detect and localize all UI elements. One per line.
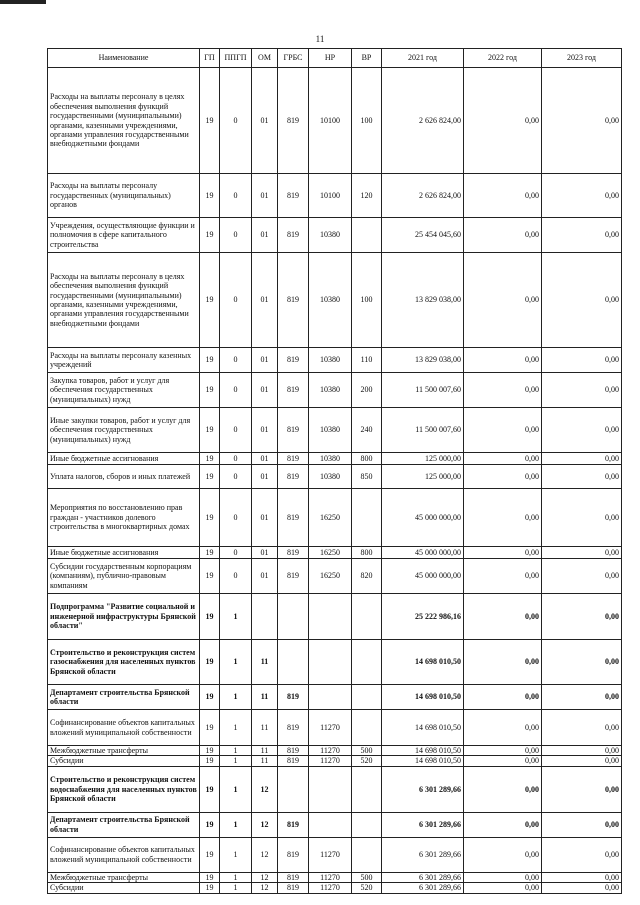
- cell-vr: 850: [352, 465, 382, 489]
- cell-y2022: 0,00: [464, 489, 542, 547]
- cell-vr: [352, 218, 382, 253]
- header-nr: НР: [309, 49, 352, 68]
- cell-om: 12: [252, 872, 278, 882]
- cell-ppgp: 1: [220, 756, 252, 766]
- table-row: [48, 373, 622, 408]
- cell-vr: 520: [352, 883, 382, 893]
- cell-grbs: 819: [278, 812, 309, 837]
- cell-grbs: 819: [278, 465, 309, 489]
- cell-vr: 120: [352, 174, 382, 218]
- cell-y2023: 0,00: [542, 253, 622, 348]
- cell-y2023: 0,00: [542, 766, 622, 812]
- cell-ppgp: 0: [220, 253, 252, 348]
- cell-nr: [309, 640, 352, 685]
- cell-gp: 19: [200, 348, 220, 373]
- cell-y2021: 14 698 010,50: [382, 640, 464, 685]
- cell-y2021: 11 500 007,60: [382, 373, 464, 408]
- cell-y2023: 0,00: [542, 883, 622, 893]
- table-row: [48, 766, 622, 812]
- cell-nr: [309, 812, 352, 837]
- cell-grbs: 819: [278, 872, 309, 882]
- cell-y2021: 125 000,00: [382, 465, 464, 489]
- cell-gp: 19: [200, 872, 220, 882]
- cell-y2023: 0,00: [542, 756, 622, 766]
- cell-y2022: 0,00: [464, 837, 542, 872]
- cell-y2021: 45 000 000,00: [382, 547, 464, 559]
- cell-om: 01: [252, 174, 278, 218]
- cell-vr: [352, 640, 382, 685]
- cell-y2023: 0,00: [542, 373, 622, 408]
- cell-name: Мероприятия по восстановлению прав граждан - участников долевого строительства в многоквартирных домах: [48, 489, 200, 547]
- cell-gp: 19: [200, 883, 220, 893]
- cell-y2023: 0,00: [542, 489, 622, 547]
- header-om: ОМ: [252, 49, 278, 68]
- cell-y2023: 0,00: [542, 348, 622, 373]
- cell-nr: 11270: [309, 710, 352, 746]
- cell-y2022: 0,00: [464, 746, 542, 756]
- cell-om: 01: [252, 559, 278, 594]
- table-row: [48, 174, 622, 218]
- cell-om: 01: [252, 453, 278, 465]
- cell-y2022: 0,00: [464, 218, 542, 253]
- table-header-row: [48, 49, 622, 68]
- cell-nr: 16250: [309, 489, 352, 547]
- cell-om: 01: [252, 373, 278, 408]
- cell-nr: 10380: [309, 348, 352, 373]
- cell-y2022: 0,00: [464, 756, 542, 766]
- cell-ppgp: 0: [220, 408, 252, 453]
- table-row: [48, 465, 622, 489]
- cell-y2023: 0,00: [542, 453, 622, 465]
- cell-y2023: 0,00: [542, 465, 622, 489]
- cell-y2022: 0,00: [464, 373, 542, 408]
- cell-name: Департамент строительства Брянской области: [48, 685, 200, 710]
- table-row: [48, 710, 622, 746]
- cell-gp: 19: [200, 373, 220, 408]
- cell-om: 11: [252, 746, 278, 756]
- cell-om: [252, 594, 278, 640]
- cell-om: 01: [252, 489, 278, 547]
- table-row: [48, 640, 622, 685]
- cell-y2021: 45 000 000,00: [382, 489, 464, 547]
- cell-om: 12: [252, 812, 278, 837]
- cell-om: 01: [252, 547, 278, 559]
- cell-gp: 19: [200, 746, 220, 756]
- cell-y2023: 0,00: [542, 837, 622, 872]
- cell-y2021: 6 301 289,66: [382, 872, 464, 882]
- cell-y2022: 0,00: [464, 710, 542, 746]
- cell-y2021: 45 000 000,00: [382, 559, 464, 594]
- cell-y2021: 13 829 038,00: [382, 348, 464, 373]
- cell-vr: 800: [352, 547, 382, 559]
- table-row: [48, 756, 622, 766]
- table-row: [48, 453, 622, 465]
- cell-gp: 19: [200, 710, 220, 746]
- cell-nr: 16250: [309, 559, 352, 594]
- cell-grbs: 819: [278, 489, 309, 547]
- cell-y2021: 6 301 289,66: [382, 812, 464, 837]
- cell-y2022: 0,00: [464, 640, 542, 685]
- cell-vr: [352, 710, 382, 746]
- cell-vr: [352, 766, 382, 812]
- cell-nr: 10380: [309, 253, 352, 348]
- table-row: [48, 408, 622, 453]
- cell-y2022: 0,00: [464, 883, 542, 893]
- cell-om: 01: [252, 408, 278, 453]
- cell-name: Департамент строительства Брянской области: [48, 812, 200, 837]
- cell-grbs: 819: [278, 756, 309, 766]
- cell-y2021: 2 626 824,00: [382, 174, 464, 218]
- cell-ppgp: 0: [220, 547, 252, 559]
- cell-y2023: 0,00: [542, 685, 622, 710]
- cell-vr: [352, 812, 382, 837]
- cell-om: 11: [252, 710, 278, 746]
- cell-gp: 19: [200, 68, 220, 174]
- cell-name: Расходы на выплаты персоналу государственных (муниципальных) органов: [48, 174, 200, 218]
- cell-vr: [352, 685, 382, 710]
- cell-name: Субсидии: [48, 756, 200, 766]
- cell-ppgp: 0: [220, 559, 252, 594]
- cell-grbs: 819: [278, 837, 309, 872]
- cell-y2021: 125 000,00: [382, 453, 464, 465]
- cell-nr: 11270: [309, 746, 352, 756]
- cell-name: Иные бюджетные ассигнования: [48, 547, 200, 559]
- cell-grbs: 819: [278, 883, 309, 893]
- cell-grbs: 819: [278, 710, 309, 746]
- cell-y2023: 0,00: [542, 547, 622, 559]
- cell-vr: 100: [352, 253, 382, 348]
- cell-y2023: 0,00: [542, 408, 622, 453]
- cell-grbs: 819: [278, 253, 309, 348]
- cell-gp: 19: [200, 489, 220, 547]
- cell-y2023: 0,00: [542, 872, 622, 882]
- cell-y2023: 0,00: [542, 812, 622, 837]
- cell-y2023: 0,00: [542, 746, 622, 756]
- cell-om: 01: [252, 68, 278, 174]
- cell-y2021: 2 626 824,00: [382, 68, 464, 174]
- cell-ppgp: 0: [220, 453, 252, 465]
- cell-name: Уплата налогов, сборов и иных платежей: [48, 465, 200, 489]
- cell-om: 11: [252, 640, 278, 685]
- cell-y2021: 14 698 010,50: [382, 746, 464, 756]
- table-row: [48, 812, 622, 837]
- cell-ppgp: 1: [220, 883, 252, 893]
- table-row: [48, 218, 622, 253]
- cell-nr: 11270: [309, 837, 352, 872]
- cell-ppgp: 1: [220, 710, 252, 746]
- cell-ppgp: 1: [220, 872, 252, 882]
- cell-ppgp: 1: [220, 837, 252, 872]
- cell-y2023: 0,00: [542, 640, 622, 685]
- header-name: Наименование: [48, 49, 200, 68]
- cell-vr: 500: [352, 746, 382, 756]
- cell-vr: 100: [352, 68, 382, 174]
- cell-nr: 10100: [309, 68, 352, 174]
- cell-grbs: 819: [278, 174, 309, 218]
- cell-gp: 19: [200, 812, 220, 837]
- cell-name: Подпрограмма "Развитие социальной и инженерной инфраструктуры Брянской области": [48, 594, 200, 640]
- cell-om: 01: [252, 218, 278, 253]
- cell-name: Строительство и реконструкция систем газоснабжения для населенных пунктов Брянской области: [48, 640, 200, 685]
- cell-vr: 800: [352, 453, 382, 465]
- scan-edge-mark: [0, 0, 46, 4]
- cell-ppgp: 1: [220, 812, 252, 837]
- cell-nr: 11270: [309, 756, 352, 766]
- cell-y2023: 0,00: [542, 218, 622, 253]
- cell-gp: 19: [200, 218, 220, 253]
- cell-om: 11: [252, 756, 278, 766]
- cell-ppgp: 1: [220, 766, 252, 812]
- cell-y2022: 0,00: [464, 465, 542, 489]
- cell-y2023: 0,00: [542, 68, 622, 174]
- cell-nr: 10380: [309, 373, 352, 408]
- header-2022: 2022 год: [464, 49, 542, 68]
- cell-vr: 200: [352, 373, 382, 408]
- table-row: [48, 489, 622, 547]
- cell-om: 12: [252, 766, 278, 812]
- cell-grbs: [278, 594, 309, 640]
- cell-ppgp: 0: [220, 489, 252, 547]
- header-vr: ВР: [352, 49, 382, 68]
- cell-y2021: 14 698 010,50: [382, 756, 464, 766]
- cell-nr: [309, 685, 352, 710]
- header-ppgp: ППГП: [220, 49, 252, 68]
- cell-vr: 520: [352, 756, 382, 766]
- cell-gp: 19: [200, 253, 220, 348]
- cell-ppgp: 0: [220, 465, 252, 489]
- cell-grbs: 819: [278, 408, 309, 453]
- cell-y2022: 0,00: [464, 174, 542, 218]
- cell-ppgp: 0: [220, 373, 252, 408]
- cell-y2022: 0,00: [464, 408, 542, 453]
- cell-vr: 110: [352, 348, 382, 373]
- cell-y2022: 0,00: [464, 547, 542, 559]
- cell-y2022: 0,00: [464, 872, 542, 882]
- page-number: 11: [315, 34, 325, 44]
- cell-grbs: 819: [278, 68, 309, 174]
- cell-name: Иные бюджетные ассигнования: [48, 453, 200, 465]
- cell-gp: 19: [200, 756, 220, 766]
- cell-vr: [352, 594, 382, 640]
- cell-name: Расходы на выплаты персоналу казенных учреждений: [48, 348, 200, 373]
- header-2023: 2023 год: [542, 49, 622, 68]
- cell-y2021: 14 698 010,50: [382, 710, 464, 746]
- cell-grbs: 819: [278, 218, 309, 253]
- cell-y2023: 0,00: [542, 594, 622, 640]
- cell-gp: 19: [200, 408, 220, 453]
- cell-gp: 19: [200, 766, 220, 812]
- cell-y2022: 0,00: [464, 253, 542, 348]
- cell-y2022: 0,00: [464, 453, 542, 465]
- cell-nr: [309, 766, 352, 812]
- cell-gp: 19: [200, 174, 220, 218]
- cell-ppgp: 0: [220, 218, 252, 253]
- header-gp: ГП: [200, 49, 220, 68]
- cell-gp: 19: [200, 547, 220, 559]
- cell-y2021: 11 500 007,60: [382, 408, 464, 453]
- cell-vr: 820: [352, 559, 382, 594]
- cell-gp: 19: [200, 559, 220, 594]
- cell-name: Расходы на выплаты персоналу в целях обеспечения выполнения функций государственными (муниципальными) органами, казенными учреждениями, органами управления государственными внебюджетными фондами: [48, 253, 200, 348]
- cell-name: Межбюджетные трансферты: [48, 746, 200, 756]
- table-row: [48, 685, 622, 710]
- cell-om: 01: [252, 253, 278, 348]
- cell-grbs: [278, 766, 309, 812]
- cell-nr: [309, 594, 352, 640]
- cell-grbs: 819: [278, 559, 309, 594]
- cell-nr: 11270: [309, 883, 352, 893]
- cell-om: 12: [252, 883, 278, 893]
- cell-nr: 10100: [309, 174, 352, 218]
- cell-gp: 19: [200, 465, 220, 489]
- cell-name: Софинансирование объектов капитальных вложений муниципальной собственности: [48, 837, 200, 872]
- cell-y2021: 13 829 038,00: [382, 253, 464, 348]
- cell-vr: [352, 489, 382, 547]
- cell-nr: 10380: [309, 408, 352, 453]
- table-row: [48, 594, 622, 640]
- cell-om: 12: [252, 837, 278, 872]
- cell-y2022: 0,00: [464, 685, 542, 710]
- cell-name: Расходы на выплаты персоналу в целях обеспечения выполнения функций государственными (муниципальными) органами, казенными учреждениями, органами управления государственными внебюджетными фондами: [48, 68, 200, 174]
- cell-ppgp: 1: [220, 594, 252, 640]
- cell-ppgp: 1: [220, 640, 252, 685]
- table-row: [48, 68, 622, 174]
- table-row: [48, 872, 622, 882]
- cell-nr: 16250: [309, 547, 352, 559]
- cell-y2021: 25 454 045,60: [382, 218, 464, 253]
- header-2021: 2021 год: [382, 49, 464, 68]
- cell-nr: 11270: [309, 872, 352, 882]
- cell-name: Иные закупки товаров, работ и услуг для обеспечения государственных (муниципальных) нужд: [48, 408, 200, 453]
- cell-y2022: 0,00: [464, 594, 542, 640]
- cell-y2021: 6 301 289,66: [382, 766, 464, 812]
- cell-name: Субсидии государственным корпорациям (компаниям), публично-правовым компаниям: [48, 559, 200, 594]
- cell-om: 01: [252, 348, 278, 373]
- cell-name: Субсидии: [48, 883, 200, 893]
- cell-gp: 19: [200, 453, 220, 465]
- cell-name: Закупка товаров, работ и услуг для обеспечения государственных (муниципальных) нужд: [48, 373, 200, 408]
- cell-ppgp: 1: [220, 685, 252, 710]
- table-row: [48, 559, 622, 594]
- table-row: [48, 547, 622, 559]
- table-row: [48, 746, 622, 756]
- cell-name: Строительство и реконструкция систем водоснабжения для населенных пунктов Брянской области: [48, 766, 200, 812]
- cell-vr: 240: [352, 408, 382, 453]
- cell-y2023: 0,00: [542, 559, 622, 594]
- cell-ppgp: 0: [220, 174, 252, 218]
- cell-nr: 10380: [309, 465, 352, 489]
- cell-nr: 10380: [309, 218, 352, 253]
- cell-grbs: 819: [278, 685, 309, 710]
- cell-grbs: 819: [278, 746, 309, 756]
- budget-table: [47, 48, 622, 894]
- cell-y2023: 0,00: [542, 174, 622, 218]
- cell-y2021: 6 301 289,66: [382, 883, 464, 893]
- cell-grbs: 819: [278, 453, 309, 465]
- cell-grbs: 819: [278, 373, 309, 408]
- cell-y2022: 0,00: [464, 68, 542, 174]
- cell-om: 01: [252, 465, 278, 489]
- cell-grbs: 819: [278, 348, 309, 373]
- cell-y2021: 6 301 289,66: [382, 837, 464, 872]
- cell-ppgp: 0: [220, 68, 252, 174]
- cell-om: 11: [252, 685, 278, 710]
- header-grbs: ГРБС: [278, 49, 309, 68]
- table-row: [48, 883, 622, 893]
- cell-y2023: 0,00: [542, 710, 622, 746]
- cell-vr: [352, 837, 382, 872]
- cell-name: Софинансирование объектов капитальных вложений муниципальной собственности: [48, 710, 200, 746]
- cell-y2021: 25 222 986,16: [382, 594, 464, 640]
- table-row: [48, 253, 622, 348]
- table-row: [48, 348, 622, 373]
- cell-y2021: 14 698 010,50: [382, 685, 464, 710]
- cell-nr: 10380: [309, 453, 352, 465]
- cell-y2022: 0,00: [464, 559, 542, 594]
- cell-grbs: [278, 640, 309, 685]
- cell-y2022: 0,00: [464, 348, 542, 373]
- cell-gp: 19: [200, 594, 220, 640]
- cell-ppgp: 0: [220, 348, 252, 373]
- table-row: [48, 837, 622, 872]
- cell-gp: 19: [200, 837, 220, 872]
- cell-grbs: 819: [278, 547, 309, 559]
- cell-y2022: 0,00: [464, 766, 542, 812]
- cell-ppgp: 1: [220, 746, 252, 756]
- cell-gp: 19: [200, 685, 220, 710]
- cell-name: Учреждения, осуществляющие функции и полномочия в сфере капитального строительства: [48, 218, 200, 253]
- cell-gp: 19: [200, 640, 220, 685]
- cell-y2022: 0,00: [464, 812, 542, 837]
- cell-vr: 500: [352, 872, 382, 882]
- cell-name: Межбюджетные трансферты: [48, 872, 200, 882]
